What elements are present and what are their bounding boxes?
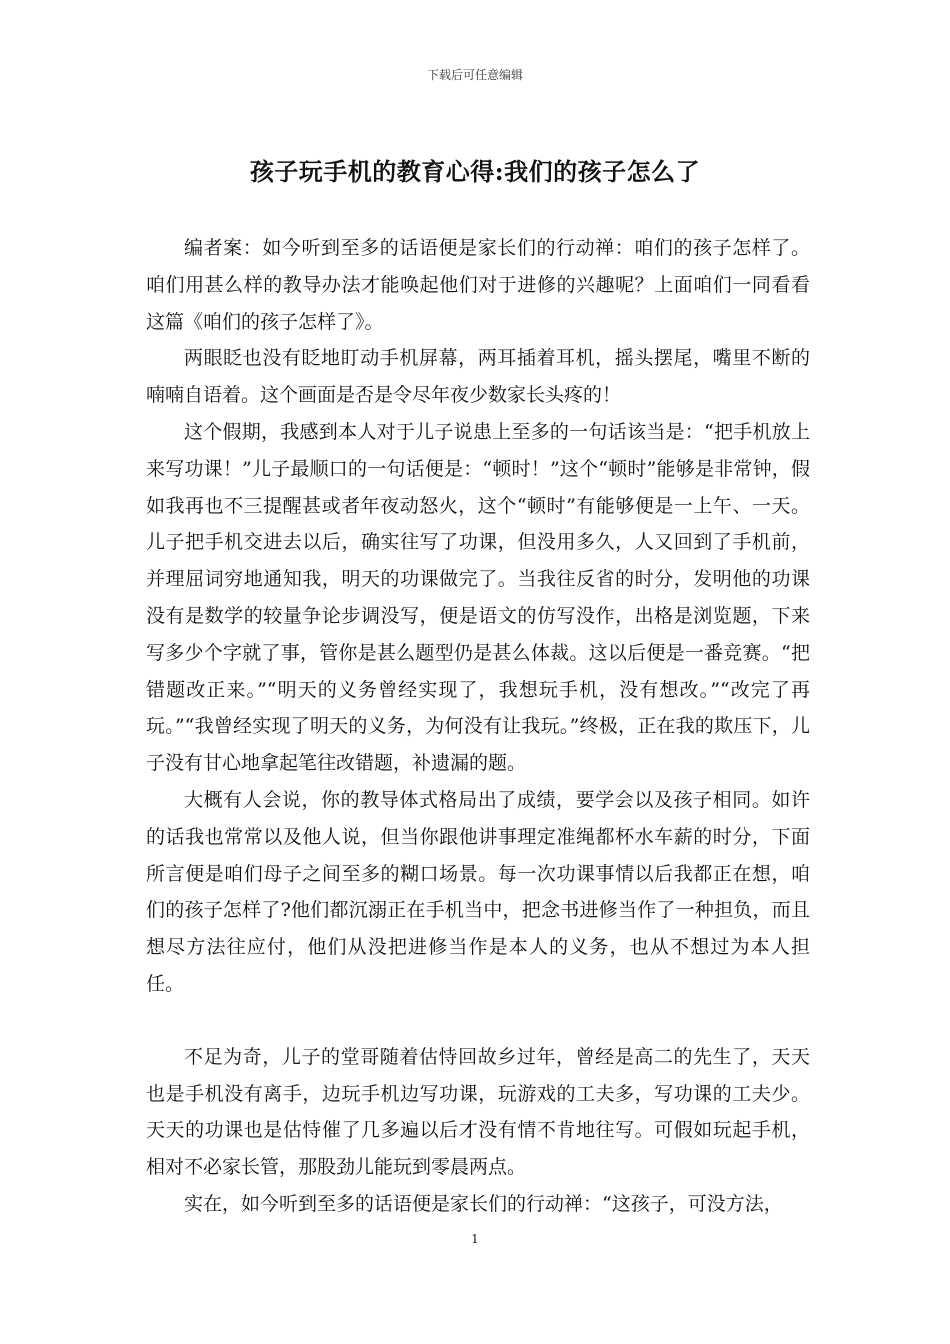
paragraph-education-method: 大概有人会说，你的教导体式格局出了成绩，要学会以及孩子相同。如许的话我也常常以及他人说，但当你跟他讲事理定准绳都杯水车薪的时分，下面所言便是咱们母子之间至多的糊口场景。每一次功课事情以后我都正在想，咱们的孩子怎样了?他们都沉溺正在手机当中，把念书进修当作了一种担负，而且想尽方法往应付，他们从没把进修当作是本人的义务，也从不想过为本人担任。 <box>146 788 810 995</box>
paragraph-conclusion-start: 实在，如今听到至多的话语便是家长们的行动禅：“这孩子，可没方法， <box>184 1192 783 1215</box>
paragraph-cousin-story: 不足为奇，儿子的堂哥随着估恃回故乡过年，曾经是高二的先生了，天天也是手机没有离手，边玩手机边写功课，玩游戏的工夫多，写功课的工夫少。天天的功课也是估恃催了几多遍以后才没有情不肯地往写。可假如玩起手机，相对不必家长管，那股劲儿能玩到零晨两点。 <box>146 1045 810 1179</box>
page-number: 1 <box>471 1232 479 1246</box>
page-header: 下载后可任意编辑 <box>426 68 523 82</box>
document-body <box>146 230 810 1223</box>
paragraph-vacation-story: 这个假期，我感到本人对于儿子说患上至多的一句话该当是：“把手机放上来写功课！”儿子最顺口的一句话便是：“顿时！”这个“顿时”能够是非常钟，假如我再也不三提醒甚或者年夜动怒火，这个“顿时”有能够便是一上午、一天。儿子把手机交进去以后，确实往写了功课，但没用多久，人又回到了手机前，并理屈词穷地通知我，明天的功课做完了。当我往反省的时分，发明他的功课没有是数学的较量争论步调没写，便是语文的仿写没作，出格是浏览题，下来写多少个字就了事，管你是甚么题型仍是甚么体裁。这以后便是一番竞赛。“把错题改正来。”“明天的义务曾经实现了，我想玩手机，没有想改。”“改完了再玩。”“我曾经实现了明天的义务，为何没有让我玩。”终极，正在我的欺压下，儿子没有甘心地拿起笔往改错题，补遗漏的题。 <box>146 420 810 775</box>
document-title: 孩子玩手机的教育心得:我们的孩子怎么了 <box>249 157 701 186</box>
paragraph-phone-scene: 两眼眨也没有眨地盯动手机屏幕，两耳插着耳机，摇头摆尾，嘴里不断的喃喃自语着。这个画面是否是令尽年夜少数家长头疼的！ <box>146 347 810 407</box>
paragraph-editor-note: 编者案：如今听到至多的话语便是家长们的行动禅：咱们的孩子怎样了。咱们用甚么样的教导办法才能唤起他们对于进修的兴趣呢？上面咱们一同看看这篇《咱们的孩子怎样了》。 <box>146 237 810 333</box>
